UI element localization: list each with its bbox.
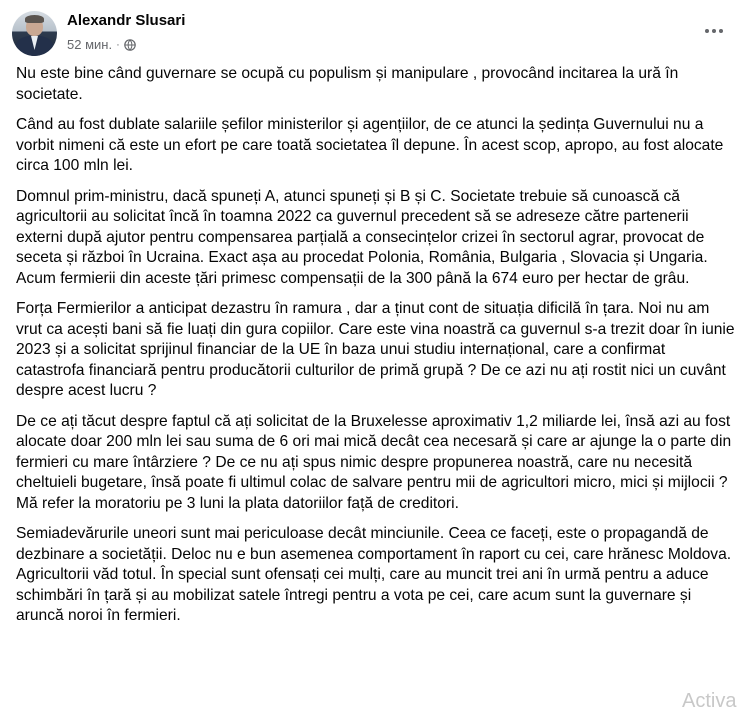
post-paragraph: De ce ați tăcut despre faptul că ați solicitat de la Bruxelesse aproximativ 1,2 miliarde lei, însă azi au fost alocate doar 200 mln lei sau suma de 6 ori mai mică decât cea necesară și care ar ajunge la o parte din fermieri cu mare întârziere ? De ce nu ați spus nimic despre propunerea noastră, care nu necesită cheltuieli bugetare, însă poate fi ultimul colac de salvare pentru mii de agricultori micro, mici și mijlocii ? Mă refer la moratoriu pe 3 luni la plata datoriilor față de creditori. bbox=[16, 412, 732, 512]
post-content bbox=[16, 64, 736, 637]
avatar[interactable] bbox=[12, 11, 57, 56]
post-paragraph: Domnul prim-ministru, dacă spuneți A, atunci spuneți și B și C. Societate trebuie să cunoască că agricultorii au solicitat încă în toamna 2022 ca guvernul precedent să se adreseze către partenerii externi după ajutor pentru compensarea parțială a consecințelor crizei în sectorul agrar, provocat de seceta și război în Ucraina. Exact așa au procedat Polonia, România, Bulgaria , Slovacia și Ungaria. Acum fermierii din aceste țări primesc compensații de la 300 până la 674 euro per hectar de grâu. bbox=[16, 187, 708, 287]
post-header bbox=[12, 11, 736, 57]
globe-icon[interactable] bbox=[124, 39, 136, 51]
activation-watermark: Activa bbox=[682, 690, 737, 712]
post-time[interactable]: 52 мин. bbox=[67, 37, 113, 52]
more-options-button[interactable] bbox=[696, 17, 732, 45]
avatar-hair bbox=[25, 15, 44, 23]
post-paragraph: Semiadevărurile uneori sunt mai periculoase decât minciunile. Ceea ce faceți, este o propagandă de dezbinare a societății. Deloc nu e bun asemenea comportament în raport cu cei, care hrănesc Moldova. Agricultorii văd totul. În special sunt ofensați cei mulți, care au muncit trei ani în urmă pentru a aduce schimbări în țară și au mobilizat satele întregi pentru a vota pe cei, care acum sunt la guvernare și aruncă noroi în fermieri. bbox=[16, 525, 732, 624]
post-paragraph: Forța Fermierilor a anticipat dezastru în ramura , dar a ținut cont de situația dificilă în țara. Noi nu am vrut ca acești bani să fie luați din gura copiilor. Care este vina noastră ca guvernul s-a trezit doar în iunie 2023 și a solicitat sprijinul financiar de la UE în baza unui studiu internațional, care a confirmat catastrofa financiară pentru producătorii culturilor de primă grupă ? De ce azi nu ați rostit nici un cuvânt despre acest lucru ? bbox=[16, 300, 735, 399]
post-paragraph: Nu este bine când guvernare se ocupă cu populism și manipulare , provocând incitarea la ură în societate. bbox=[16, 65, 679, 103]
meta-separator: · bbox=[116, 38, 120, 51]
more-dot-icon bbox=[719, 29, 723, 33]
more-dot-icon bbox=[705, 29, 709, 33]
more-dot-icon bbox=[712, 29, 716, 33]
post-paragraph: Când au fost dublate salariile șefilor ministerilor și agențiilor, de ce atunci la ședința Guvernului nu a vorbit nimeni că este un efort pe care toată societatea îl depune. În acest scop, apropo, au fost alocate circa 100 mln lei. bbox=[16, 116, 724, 174]
author-name[interactable]: Alexandr Slusari bbox=[67, 12, 186, 29]
post-meta bbox=[67, 37, 136, 52]
